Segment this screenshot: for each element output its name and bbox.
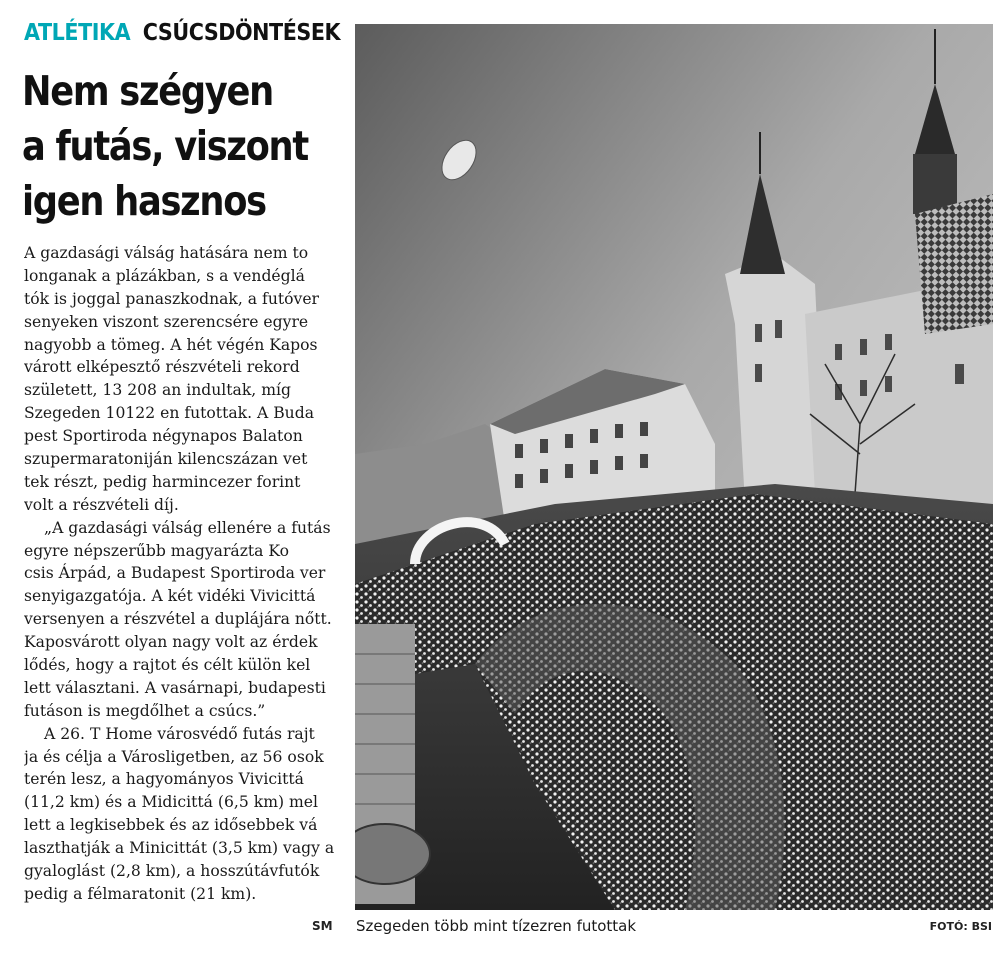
article-line: senyigazgatója. A két vidéki Vivicittá [24,587,316,606]
article-line: versenyen a részvétel a duplájára nőtt. [24,610,332,629]
article-line: terén lesz, a hagyományos Vivicittá [24,770,304,789]
article-line: Szegeden 10122 en futottak. A Buda [24,404,314,423]
article-line: lett választani. A vasárnapi, budapesti [24,678,326,697]
article-line: pest Sportiroda négynapos Balaton [24,427,303,446]
headline-line: Nem szégyen [22,67,273,115]
author-signature: SM [312,919,333,933]
article-line: tek részt, pedig harmincezer forint [24,472,301,491]
article-line: A 26. T Home városvédő futás rajt [44,724,315,743]
photo-caption: Szegeden több mint tízezren futottak [356,917,637,935]
article-line: futáson is megdőlhet a csúcs.” [24,701,266,720]
topic-label: CSÚCSDÖNTÉSEK [142,20,341,46]
article-line: tók is joggal panaszkodnak, a futóver [24,289,320,308]
article-body [24,242,360,906]
article-line: várott elképesztő részvételi rekord [24,358,300,377]
kicker [24,20,340,46]
headline-line: a futás, viszont [22,122,308,170]
section-label: ATLÉTIKA [24,20,131,46]
article-line: szupermaratoniján kilencszázan vet [24,450,308,469]
article-line: lődés, hogy a rajtot és célt külön kel [24,656,311,675]
article-line: longanak a plázákban, s a vendéglá [24,266,305,285]
article-line: Kaposvárott olyan nagy volt az érdek [24,633,318,652]
article-line: ja és célja a Városligetben, az 56 osok [24,747,324,766]
headline [22,64,332,229]
photo-credit: FOTÓ: BSI [929,920,992,933]
article-line: csis Árpád, a Budapest Sportiroda ver [24,564,326,583]
article-line: nagyobb a tömeg. A hét végén Kapos [24,335,318,354]
race-photo [355,24,993,910]
article-line: pedig a félmaratonit (21 km). [24,884,257,903]
article-line: (11,2 km) és a Midicittá (6,5 km) mel [24,793,319,812]
article-line: gyaloglást (2,8 km), a hosszútávfutók [24,862,320,881]
article-line: volt a részvételi díj. [24,495,179,514]
article-line: egyre népszerűbb magyarázta Ko [24,541,290,560]
article-line: „A gazdasági válság ellenére a futás [44,518,331,537]
article-line: senyeken viszont szerencsére egyre [24,312,309,331]
article-line: lett a legkisebbek és az idősebbek vá [24,816,318,835]
headline-line: igen hasznos [22,177,266,225]
article-line: született, 13 208 an indultak, míg [24,381,291,400]
article-line: A gazdasági válság hatására nem to [24,244,309,262]
article-line: laszthatják a Minicittát (3,5 km) vagy a [24,839,335,858]
